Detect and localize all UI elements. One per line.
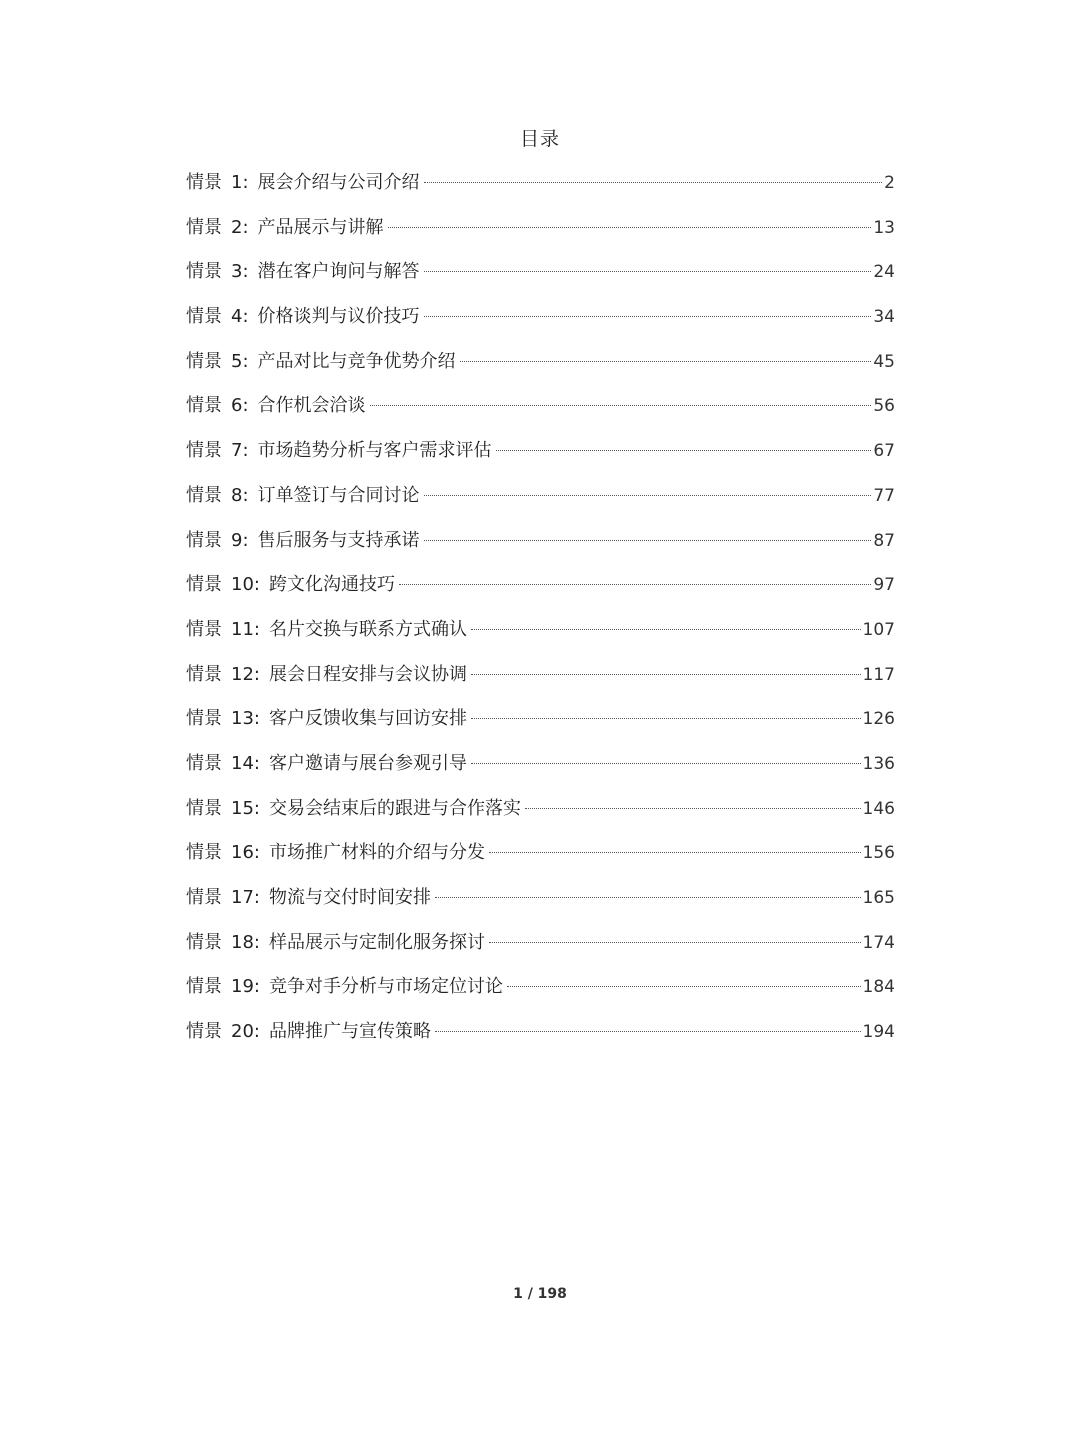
toc-entry-text: 展会日程安排与会议协调 — [268, 663, 467, 685]
toc-entry-prefix: 情景 — [186, 172, 222, 193]
toc-entry[interactable] — [186, 660, 895, 705]
toc-entry-page: 184 — [862, 977, 895, 998]
toc-entry-label — [186, 1017, 431, 1047]
toc-entry-text: 售后服务与支持承诺 — [257, 529, 420, 551]
toc-entry-label — [186, 481, 420, 511]
toc-entry[interactable] — [186, 347, 895, 392]
toc-dot-leader — [424, 495, 872, 496]
toc-dot-leader — [435, 897, 861, 898]
toc-entry-number: 8: — [231, 484, 249, 506]
toc-entry-label — [186, 928, 485, 958]
toc-entry-text: 合作机会洽谈 — [257, 395, 366, 417]
toc-dot-leader — [471, 674, 861, 675]
toc-entry-prefix: 情景 — [186, 797, 222, 819]
toc-entry[interactable] — [186, 391, 895, 436]
toc-entry-text: 市场趋势分析与客户需求评估 — [257, 440, 492, 462]
toc-entry-label — [186, 704, 467, 734]
toc-entry-page: 24 — [873, 262, 895, 283]
toc-entry-label — [186, 660, 467, 690]
toc-entry[interactable] — [186, 1017, 895, 1062]
toc-dot-leader — [460, 361, 872, 362]
toc-dot-leader — [424, 316, 872, 317]
toc-entry-number: 20: — [231, 1021, 260, 1043]
toc-entry[interactable] — [186, 883, 895, 928]
toc-entry[interactable] — [186, 213, 895, 258]
toc-list — [186, 168, 895, 1062]
toc-dot-leader — [435, 1031, 861, 1032]
toc-entry-number: 14: — [231, 752, 260, 774]
toc-dot-leader — [424, 271, 872, 272]
toc-entry[interactable] — [186, 749, 895, 794]
toc-entry-number: 16: — [231, 842, 260, 864]
toc-entry-text: 展会介绍与公司介绍 — [257, 172, 420, 193]
toc-entry-number: 17: — [231, 887, 260, 908]
toc-entry-number: 3: — [231, 261, 249, 283]
toc-entry-page: 107 — [862, 619, 895, 640]
toc-entry-label — [186, 213, 384, 243]
toc-entry-text: 交易会结束后的跟进与合作落实 — [268, 797, 521, 819]
toc-dot-leader — [424, 540, 872, 541]
toc-entry-number: 19: — [231, 976, 260, 998]
toc-entry-label — [186, 526, 420, 556]
toc-entry-page: 67 — [873, 441, 895, 462]
toc-entry-page: 174 — [862, 932, 895, 953]
toc-entry-page: 117 — [862, 664, 895, 685]
toc-entry-prefix: 情景 — [186, 708, 222, 730]
toc-entry-prefix: 情景 — [186, 529, 222, 551]
toc-entry-text: 市场推广材料的介绍与分发 — [268, 842, 485, 864]
toc-entry[interactable] — [186, 570, 895, 615]
toc-entry-text: 跨文化沟通技巧 — [268, 574, 395, 596]
toc-entry-text: 客户邀请与展台参观引导 — [268, 752, 467, 774]
toc-entry-label — [186, 749, 467, 779]
toc-entry-prefix: 情景 — [186, 1021, 222, 1043]
toc-entry-page: 126 — [862, 709, 895, 730]
toc-entry-prefix: 情景 — [186, 216, 222, 238]
toc-entry-page: 13 — [873, 217, 895, 238]
toc-entry[interactable] — [186, 972, 895, 1017]
toc-entry[interactable] — [186, 302, 895, 347]
page-indicator: 1 / 198 — [513, 1286, 567, 1302]
toc-entry-label — [186, 794, 521, 824]
toc-entry-label — [186, 838, 485, 868]
toc-dot-leader — [471, 718, 861, 719]
toc-dot-leader — [471, 629, 861, 630]
toc-entry-page: 2 — [884, 173, 895, 193]
toc-entry[interactable] — [186, 481, 895, 526]
toc-entry[interactable] — [186, 704, 895, 749]
toc-entry-label — [186, 570, 395, 600]
toc-entry-prefix: 情景 — [186, 395, 222, 417]
toc-entry-page: 45 — [873, 351, 895, 372]
toc-entry-prefix: 情景 — [186, 574, 222, 596]
toc-entry-prefix: 情景 — [186, 976, 222, 998]
toc-entry-label — [186, 436, 492, 466]
toc-entry[interactable] — [186, 928, 895, 973]
toc-entry-number: 15: — [231, 797, 260, 819]
toc-entry-text: 订单签订与合同讨论 — [257, 484, 420, 506]
toc-dot-leader — [424, 182, 883, 183]
toc-entry-text: 产品展示与讲解 — [257, 216, 384, 238]
toc-entry-page: 97 — [873, 575, 895, 596]
toc-entry-number: 11: — [231, 618, 260, 640]
toc-entry[interactable] — [186, 257, 895, 302]
toc-entry-prefix: 情景 — [186, 887, 222, 908]
toc-dot-leader — [489, 852, 861, 853]
toc-entry-text: 潜在客户询问与解答 — [257, 261, 420, 283]
toc-entry-prefix: 情景 — [186, 440, 222, 462]
toc-entry[interactable] — [186, 436, 895, 481]
toc-entry[interactable] — [186, 838, 895, 883]
toc-entry-label — [186, 302, 420, 332]
toc-dot-leader — [388, 227, 872, 228]
toc-entry-number: 12: — [231, 663, 260, 685]
toc-entry-page: 136 — [862, 753, 895, 774]
toc-entry-number: 6: — [231, 395, 249, 417]
toc-entry-label — [186, 257, 420, 287]
toc-dot-leader — [399, 584, 871, 585]
toc-dot-leader — [489, 942, 861, 943]
toc-entry-prefix: 情景 — [186, 618, 222, 640]
toc-entry-label — [186, 883, 431, 913]
toc-title: 目录 — [519, 128, 560, 150]
toc-entry-number: 7: — [231, 440, 249, 462]
toc-entry-text: 客户反馈收集与回访安排 — [268, 708, 467, 730]
toc-entry-page: 77 — [873, 485, 895, 506]
toc-dot-leader — [496, 450, 872, 451]
toc-entry-page: 165 — [862, 888, 895, 908]
toc-dot-leader — [507, 986, 861, 987]
toc-dot-leader — [525, 808, 861, 809]
toc-entry[interactable] — [186, 794, 895, 839]
toc-entry-page: 156 — [862, 843, 895, 864]
toc-entry-text: 样品展示与定制化服务探讨 — [268, 931, 485, 953]
toc-entry-prefix: 情景 — [186, 306, 222, 328]
toc-entry-prefix: 情景 — [186, 842, 222, 864]
toc-entry-text: 竞争对手分析与市场定位讨论 — [268, 976, 503, 998]
toc-entry-prefix: 情景 — [186, 484, 222, 506]
toc-entry-number: 13: — [231, 708, 260, 730]
toc-dot-leader — [471, 763, 861, 764]
toc-entry-number: 18: — [231, 931, 260, 953]
toc-entry-number: 9: — [231, 529, 249, 551]
toc-entry-label — [186, 347, 456, 377]
toc-entry-number: 4: — [231, 306, 249, 328]
toc-entry-page: 34 — [873, 307, 895, 328]
toc-entry-number: 1: — [231, 172, 249, 193]
toc-entry-text: 产品对比与竞争优势介绍 — [257, 350, 456, 372]
toc-entry-page: 194 — [862, 1022, 895, 1043]
toc-entry-number: 2: — [231, 216, 249, 238]
toc-entry-text: 价格谈判与议价技巧 — [257, 306, 420, 328]
toc-entry-page: 56 — [873, 396, 895, 417]
toc-entry-text: 名片交换与联系方式确认 — [268, 618, 467, 640]
toc-entry-text: 物流与交付时间安排 — [268, 887, 431, 908]
toc-entry-number: 10: — [231, 574, 260, 596]
toc-entry-prefix: 情景 — [186, 752, 222, 774]
toc-entry-text: 品牌推广与宣传策略 — [268, 1021, 431, 1043]
toc-dot-leader — [370, 405, 872, 406]
toc-entry-prefix: 情景 — [186, 350, 222, 372]
toc-entry[interactable] — [186, 526, 895, 571]
toc-entry-label — [186, 168, 420, 198]
toc-entry-label — [186, 972, 503, 1002]
toc-entry-page: 87 — [873, 530, 895, 551]
toc-entry-prefix: 情景 — [186, 663, 222, 685]
toc-entry-page: 146 — [862, 798, 895, 819]
toc-entry-prefix: 情景 — [186, 261, 222, 283]
toc-entry-label — [186, 391, 366, 421]
toc-entry-label — [186, 615, 467, 645]
toc-entry[interactable] — [186, 168, 895, 213]
toc-entry[interactable] — [186, 615, 895, 660]
toc-entry-number: 5: — [231, 350, 249, 372]
toc-entry-prefix: 情景 — [186, 931, 222, 953]
